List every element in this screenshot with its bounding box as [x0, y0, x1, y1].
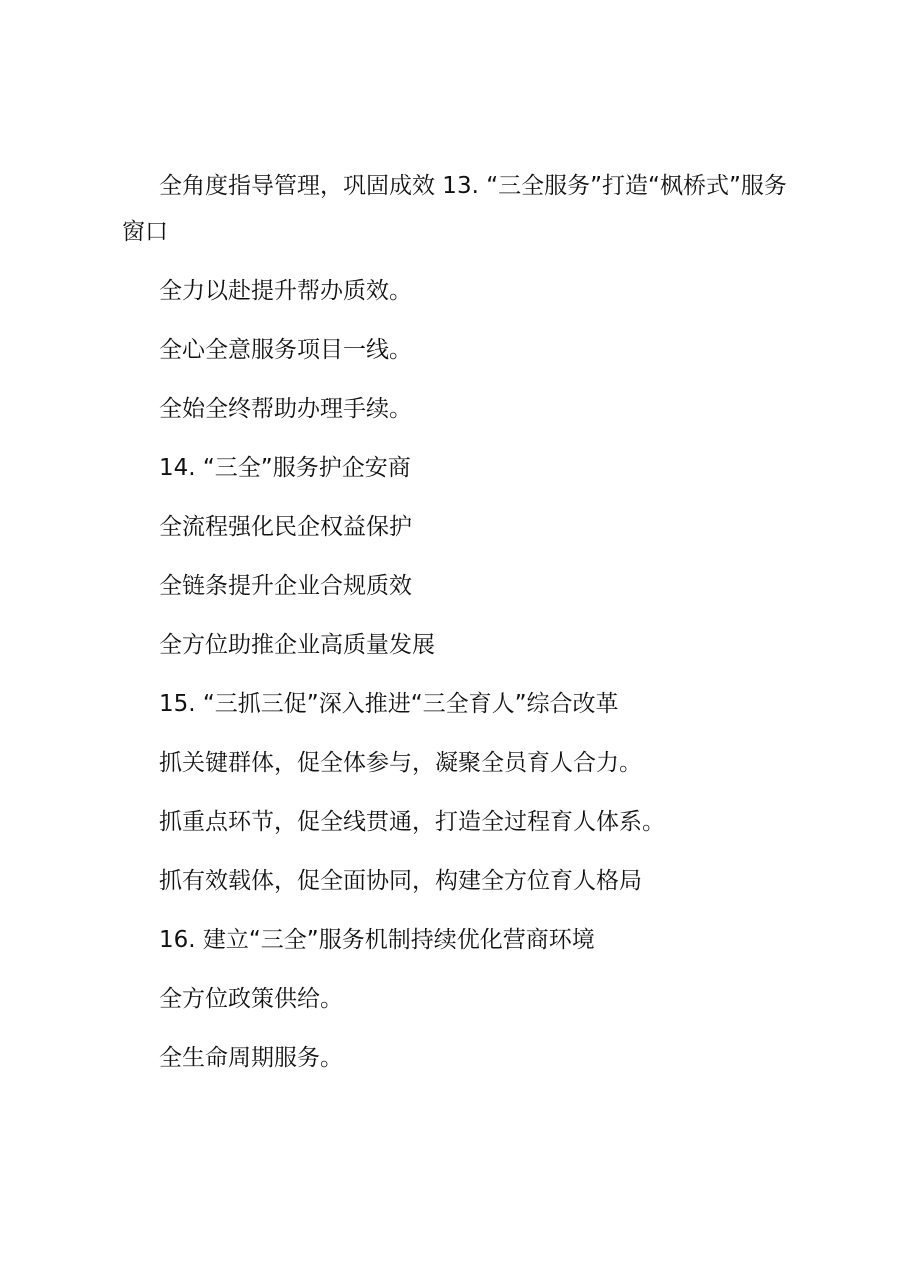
paragraph-1: 全角度指导管理，巩固成效 13. “三全服务”打造“枫桥式”服务窗口 [122, 173, 787, 245]
paragraph-4: 全始全终帮助办理手续。 [159, 396, 412, 422]
paragraph-11: 抓重点环节，促全线贯通，打造全过程育人体系。 [159, 809, 665, 835]
paragraph-14: 全方位政策供给。 [159, 986, 343, 1012]
section-heading-15: 15. “三抓三促”深入推进“三全育人”综合改革 [159, 691, 619, 717]
paragraph-2: 全力以赴提升帮办质效。 [159, 278, 412, 304]
paragraph-12: 抓有效载体，促全面协同，构建全方位育人格局 [159, 868, 642, 894]
section-heading-14: 14. “三全”服务护企安商 [159, 455, 411, 481]
document-body [122, 163, 802, 1094]
paragraph-7: 全链条提升企业合规质效 [159, 573, 412, 599]
paragraph-8: 全方位助推企业高质量发展 [159, 632, 435, 658]
paragraph-10: 抓关键群体，促全体参与，凝聚全员育人合力。 [159, 750, 642, 776]
section-heading-16: 16. 建立“三全”服务机制持续优化营商环境 [159, 927, 595, 953]
paragraph-15: 全生命周期服务。 [159, 1045, 343, 1071]
paragraph-6: 全流程强化民企权益保护 [159, 514, 412, 540]
paragraph-3: 全心全意服务项目一线。 [159, 337, 412, 363]
